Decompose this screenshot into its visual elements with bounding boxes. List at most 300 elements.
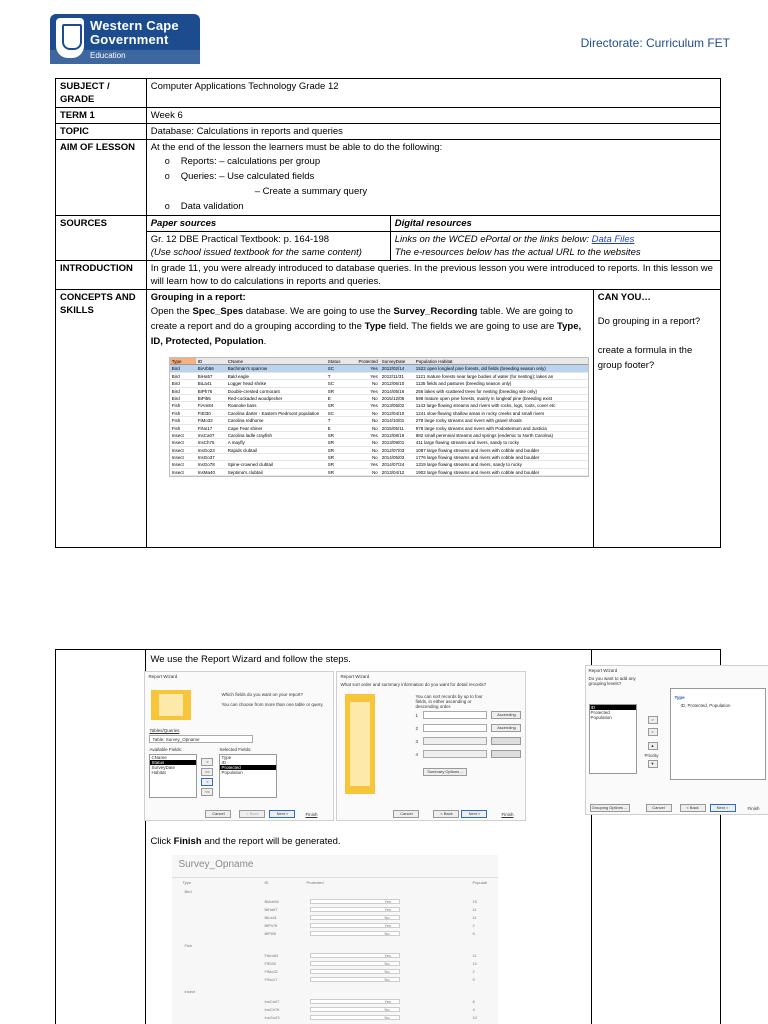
back-button[interactable]: < Back (680, 804, 706, 812)
datasheet-column-header[interactable]: Population Habitat (415, 359, 453, 364)
next-button[interactable]: Next > (461, 810, 487, 818)
report-group-header (172, 942, 498, 949)
sort-order-button[interactable] (491, 737, 521, 745)
grouping-field[interactable]: ID (590, 705, 636, 710)
finish-button[interactable]: Finish (305, 812, 318, 817)
sort-order-button[interactable]: Ascending (491, 724, 521, 732)
report-detail-row (172, 922, 498, 929)
report-id: BiLa41 (264, 915, 277, 920)
lower-label-cell (56, 650, 146, 1024)
datasheet-cell: FiNo17 (197, 425, 213, 431)
datasheet-cell: SC (327, 381, 334, 387)
logo-line-2: Government (90, 32, 169, 47)
report-detail-row (172, 906, 498, 913)
grouping-heading: Grouping in a report: (150, 292, 246, 303)
datasheet-cell: InsCa07 (197, 432, 215, 438)
datasheet-cell: T (327, 418, 331, 424)
subject-value: Computer Applications Technology Grade 12 (146, 79, 720, 108)
datasheet-cell: E (327, 395, 331, 401)
report-id: InsCh76 (264, 1007, 280, 1012)
finish-button[interactable]: Finish (747, 805, 760, 811)
sort-order-button[interactable] (491, 750, 521, 758)
term-value: Week 6 (146, 108, 720, 124)
report-group-name: Fish (184, 943, 192, 948)
finish-text: Click (150, 836, 174, 847)
paper-source-1: Gr. 12 DBE Practical Textbook: p. 164-198 (150, 234, 330, 245)
wizard-question: Do you want to add any grouping levels? (588, 675, 636, 686)
report-protected: No (384, 915, 390, 920)
datasheet-cell: Insect (171, 469, 184, 475)
report-detail-row (172, 960, 498, 967)
datasheet-cell: SR (327, 440, 334, 446)
datasheet-cell: InsMa40 (197, 469, 215, 475)
paper-source-2: (Use school issued textbook for the same content) (150, 247, 362, 258)
datasheet-cell: 2012/02/14 (381, 366, 405, 372)
introduction-text: In grade 11, you were already introduced to database queries. In the previous lesson you were introduced to reports. In this lesson we will learn how to do calculations in reports and queries. (146, 261, 720, 290)
finish-button[interactable]: Finish (501, 812, 514, 817)
datasheet-cell: No (371, 395, 378, 401)
datasheet-cell: Bachman's sparrow (227, 366, 268, 372)
datasheet-cell: 1121 mature forests near large bodies of water (for nesting); lakes an (415, 373, 554, 379)
datasheet-cell: BiPi55 (197, 395, 211, 401)
column-header: ID (264, 880, 269, 885)
report-protected: No (384, 1015, 390, 1020)
datasheet-cell: 978 large rocky streams and rivers with Podostemum and Justicia (415, 425, 547, 431)
group-level-header: Type (674, 694, 685, 700)
instr-part: field. The fields we are going to use are (386, 321, 558, 332)
report-detail-row (172, 914, 498, 921)
datasheet-cell: Yes (370, 462, 378, 468)
datasheet-cell: 1135 fields and pastures (breeding season only) (415, 381, 512, 387)
datasheet-cell: 2012/06/10 (381, 381, 405, 387)
finish-keyword: Finish (173, 836, 202, 847)
survey-recording-datasheet (169, 357, 589, 477)
report-population: 2 (472, 969, 475, 974)
report-column-headers (172, 879, 498, 886)
datasheet-cell: 2015/12/06 (381, 395, 405, 401)
cancel-button[interactable]: Cancel (205, 810, 231, 818)
wizard-illustration (151, 690, 191, 720)
column-header: Protected (306, 880, 324, 885)
aim-cell (146, 140, 720, 216)
grouping-field[interactable]: Protected (590, 709, 610, 715)
datasheet-row[interactable] (170, 454, 588, 461)
datasheet-cell: Red-cockaded woodpecker (227, 395, 283, 401)
datasheet-cell: 2013/04/12 (381, 469, 405, 475)
report-detail-row (172, 952, 498, 959)
datasheet-cell: 278 large rocky streams and rivers with gravel shoals (415, 418, 522, 424)
datasheet-cell: 1902 large flowing streams and rivers with cobble and boulder (415, 469, 540, 475)
page-header (50, 14, 730, 64)
report-detail-row (172, 930, 498, 937)
datasheet-column-header[interactable]: Status (327, 359, 341, 364)
cancel-button[interactable]: Cancel (393, 810, 419, 818)
datasheet-cell: InsGo37 (197, 455, 215, 461)
datasheet-cell: 256 lakes with scattered trees for nesting (breeding site only) (415, 388, 538, 394)
group-level-fields: ID, Protected, Population (680, 702, 731, 708)
report-population: 12 (472, 961, 477, 966)
datasheet-row[interactable] (170, 365, 588, 372)
datasheet-row[interactable] (170, 439, 588, 446)
report-title: Survey_Opname (178, 859, 254, 870)
report-wizard-steps (150, 671, 586, 831)
digital-line-2: The e-resources below has the actual URL to the websites (394, 247, 641, 258)
datasheet-row[interactable] (170, 380, 588, 387)
datasheet-cell: BiPh76 (197, 388, 213, 394)
lower-right-cell (588, 650, 760, 1024)
datasheet-cell: No (371, 440, 378, 446)
concepts-label-line-1: CONCEPTS AND (60, 292, 136, 303)
datasheet-cell: BiHa57 (197, 373, 213, 379)
datasheet-cell: 2014/05/03 (381, 455, 405, 461)
sources-label: SOURCES (56, 216, 147, 261)
datasheet-cell: BiArb56 (197, 366, 214, 372)
digital-line-1: Links on the WCED ePortal or the links below: (394, 234, 592, 245)
back-button[interactable]: < Back (433, 810, 459, 818)
report-detail-row (172, 968, 498, 975)
datasheet-cell: 2013/09/01 (381, 440, 405, 446)
datasheet-cell: 2012/04/10 (381, 410, 405, 416)
column-header: Type (182, 880, 192, 885)
datasheet-cell: SR (327, 388, 334, 394)
datasheet-cell: 2014/10/01 (381, 418, 405, 424)
datasheet-cell: SC (327, 366, 334, 372)
datasheet-cell: SC (327, 410, 334, 416)
remove-group-button[interactable]: < (648, 728, 658, 736)
generated-report-preview (172, 855, 498, 1024)
report-protected: No (384, 961, 390, 966)
selected-fields-label: Selected Fields: (219, 747, 252, 752)
fields-list: Type, ID, Protected, Population (150, 321, 582, 347)
grouping-options-button[interactable]: Grouping Options ... (590, 804, 630, 812)
report-id: FiNo17 (264, 977, 278, 982)
topic-value: Database: Calculations in reports and queries (146, 124, 720, 140)
report-protected: Yes (384, 953, 391, 958)
datasheet-cell: Roanoke bass (227, 403, 257, 409)
back-button[interactable]: < Back (239, 810, 265, 818)
datasheet-cell: Yes (370, 403, 378, 409)
sort-level-number: 4 (415, 752, 418, 757)
datasheet-cell: InsGo23 (197, 447, 215, 453)
available-fields-list[interactable] (149, 754, 197, 798)
aim-label: AIM OF LESSON (56, 140, 147, 216)
datasheet-cell: Bald eagle (227, 373, 249, 379)
report-population: 15 (472, 899, 477, 904)
datasheet-cell: Cape Fear shiner (227, 425, 263, 431)
datasheet-cell: Fish (171, 425, 181, 431)
datasheet-row[interactable] (170, 402, 588, 409)
tables-queries-value: Table: Survey_Opname (152, 737, 200, 742)
report-group-header (172, 988, 498, 995)
aim-item: o Reports: – calculations per group (165, 154, 716, 169)
grouping-field[interactable]: Population (590, 714, 612, 720)
datasheet-cell: 1241 slow-flowing shallow areas in rocky creeks and small rivers (415, 410, 545, 416)
datasheet-column-header[interactable]: Type (170, 358, 196, 364)
digital-resources-cell (390, 232, 720, 261)
datasheet-cell: SR (327, 403, 334, 409)
data-files-link[interactable]: Data Files (591, 234, 635, 245)
datasheet-cell: Insect (171, 447, 184, 453)
report-id: BiHa57 (264, 907, 278, 912)
wizard-hint: You can choose from more than one table or query. (221, 702, 324, 707)
sort-field-1[interactable] (423, 711, 487, 719)
datasheet-cell: No (371, 418, 378, 424)
datasheet-cell: 2012/08/19 (381, 432, 405, 438)
datasheet-cell: 2014/07/24 (381, 462, 405, 468)
report-id: BiPh76 (264, 923, 278, 928)
lesson-table (55, 78, 721, 548)
datasheet-cell: 1776 large flowing streams and rivers with cobble and boulder (415, 455, 540, 461)
wizard-hint: You can sort records by up to four fields, in either ascending or descending order. (415, 694, 483, 709)
datasheet-column-header[interactable]: Protected (358, 359, 378, 364)
next-button[interactable]: Next > (710, 804, 736, 812)
selected-field[interactable]: Type (221, 755, 232, 760)
datasheet-row[interactable] (170, 425, 588, 432)
report-population: 9 (472, 977, 475, 982)
report-population: 2 (472, 923, 475, 928)
datasheet-row[interactable] (170, 395, 588, 402)
sort-order-button[interactable]: Ascending (491, 711, 521, 719)
datasheet-row[interactable] (170, 388, 588, 395)
add-all-fields-button[interactable]: >> (201, 768, 213, 776)
instr-part: database. We are going to use the (243, 306, 394, 317)
logo-line-1: Western Cape (90, 18, 179, 33)
datasheet-cell: 2015/05/11 (381, 425, 404, 431)
introduction-label: INTRODUCTION (56, 261, 147, 290)
datasheet-cell: Fish (171, 403, 181, 409)
available-field[interactable]: CName (151, 755, 167, 760)
report-detail-row (172, 998, 498, 1005)
report-detail-row (172, 1014, 498, 1021)
datasheet-cell: SR (327, 462, 334, 468)
add-group-button[interactable]: > (648, 716, 658, 724)
aim-item: – Create a summary query (254, 186, 368, 197)
report-id: FiMo32 (264, 969, 278, 974)
datasheet-cell: Fish (171, 418, 181, 424)
available-fields-label: Available Fields: (149, 747, 183, 752)
datasheet-cell: No (371, 455, 378, 461)
report-protected: Yes (384, 999, 391, 1004)
datasheet-cell: Bird (171, 381, 180, 387)
datasheet-cell: Carolina ladle crayfish (227, 432, 272, 438)
report-detail-row (172, 1006, 498, 1013)
report-population: 11 (472, 915, 477, 920)
report-id: BiPi55 (264, 931, 276, 936)
datasheet-cell: 2013/05/02 (381, 403, 405, 409)
datasheet-cell: FiMo32 (197, 418, 213, 424)
datasheet-cell: Insect (171, 440, 184, 446)
wizard-title: Report Wizard (148, 674, 178, 679)
datasheet-row[interactable] (170, 373, 588, 380)
datasheet-cell: Yes (370, 388, 378, 394)
datasheet-cell: No (371, 425, 378, 431)
sort-field-3[interactable] (423, 737, 487, 745)
datasheet-row[interactable] (170, 469, 588, 476)
datasheet-row[interactable] (170, 447, 588, 454)
datasheet-cell: Fish (171, 410, 181, 416)
datasheet-cell: 1522 open longleaf pine forests, old fields (breeding season only) (415, 366, 546, 372)
selected-field[interactable]: Population (221, 770, 243, 775)
sort-level-number: 3 (415, 739, 418, 744)
finish-text: and the report will be generated. (201, 836, 341, 847)
datasheet-cell: 1319 large flowing streams and rivers, sandy to rocky (415, 462, 523, 468)
report-wizard-step-3 (585, 665, 768, 815)
western-cape-logo (50, 14, 200, 64)
table-name: Survey_Recording (393, 306, 478, 317)
report-population: 10 (472, 1015, 477, 1020)
datasheet-row[interactable] (170, 417, 588, 424)
concepts-label-line-2: SKILLS (60, 305, 94, 316)
datasheet-cell: Septima's clubtail (227, 469, 263, 475)
datasheet-cell: Bird (171, 395, 180, 401)
sort-field-4[interactable] (423, 750, 487, 758)
report-protected: Yes (384, 907, 391, 912)
grouping-preview (670, 688, 766, 780)
remove-all-fields-button[interactable]: << (201, 788, 213, 796)
finish-instruction (150, 835, 586, 849)
can-you-heading: CAN YOU… (597, 292, 651, 303)
summary-options-button[interactable]: Summary Options ... (423, 768, 467, 776)
subject-label: SUBJECT / GRADE (56, 79, 147, 108)
available-field[interactable]: Habitat (151, 770, 166, 775)
datasheet-cell: Insect (171, 462, 184, 468)
datasheet-cell: Bird (171, 373, 180, 379)
datasheet-cell: Yes (370, 432, 378, 438)
datasheet-header-row (170, 358, 588, 365)
datasheet-cell: Yes (370, 373, 378, 379)
datasheet-cell: Carolina redhorse (227, 418, 264, 424)
selected-field[interactable]: Protected (220, 765, 276, 770)
report-detail-row (172, 898, 498, 905)
datasheet-cell: A mayfly (227, 440, 245, 446)
report-population: 11 (472, 907, 477, 912)
report-group-name: Insect (184, 989, 196, 994)
instr-part: table. We are going to create a report and do a grouping according to the (150, 306, 573, 332)
datasheet-cell: No (371, 381, 378, 387)
datasheet-row[interactable] (170, 432, 588, 439)
datasheet-cell: InsGo78 (197, 462, 215, 468)
wizard-intro: We use the Report Wizard and follow the steps. (150, 654, 351, 665)
selected-field[interactable]: ID (221, 760, 226, 765)
report-population: 11 (472, 953, 477, 958)
report-population: 5 (472, 931, 475, 936)
datasheet-cell: 598 mature open pine forests, mainly in longleaf pine (breeding exist (415, 395, 553, 401)
tables-queries-select[interactable] (149, 735, 253, 743)
can-you-item-1: Do grouping in a report? (597, 316, 701, 327)
instr-part: Open the (150, 306, 193, 317)
instr-part: . (263, 336, 267, 347)
grouping-instructions (151, 304, 589, 349)
lower-content-cell (146, 650, 591, 1024)
report-wizard-step-1 (144, 671, 334, 821)
report-protected: Yes (384, 899, 391, 904)
wizard-question: What sort order and summary information do you want for detail records? (340, 682, 487, 687)
datasheet-cell: Spine-crowned clubtail (227, 462, 273, 468)
can-you-item-2: create a formula in the group footer? (597, 345, 693, 371)
datasheet-cell: BiLa41 (197, 381, 212, 387)
datasheet-cell: 2012/11/31 (381, 373, 404, 379)
datasheet-cell: Logger head shrike (227, 381, 267, 387)
term-label: TERM 1 (56, 108, 147, 124)
available-field[interactable]: SurveyDate (151, 765, 175, 770)
datasheet-cell: 2012/07/03 (381, 447, 405, 453)
report-protected: No (384, 931, 390, 936)
datasheet-column-header[interactable]: ID (197, 359, 203, 364)
datasheet-cell: SR (327, 455, 334, 461)
report-wizard-step-2 (336, 671, 526, 821)
datasheet-column-header[interactable]: CName (227, 359, 243, 364)
concepts-cell (146, 290, 593, 548)
report-id: FiEt30 (264, 961, 276, 966)
datasheet-cell: Insect (171, 432, 184, 438)
datasheet-cell: No (371, 469, 378, 475)
grouping-fields-list[interactable] (589, 704, 637, 774)
datasheet-row[interactable] (170, 461, 588, 468)
logo-line-3: Education (90, 51, 126, 60)
datasheet-cell: Double-crested cormorant (227, 388, 280, 394)
topic-label: TOPIC (56, 124, 147, 140)
next-button[interactable]: Next > (269, 810, 295, 818)
aim-item: o Data validation (165, 199, 716, 214)
datasheet-cell: Carolina darter - Eastern Piedmont population (227, 410, 320, 416)
datasheet-cell: E (327, 425, 331, 431)
datasheet-cell: FiEt30 (197, 410, 211, 416)
sort-field-2[interactable] (423, 724, 487, 732)
priority-label: Priority (644, 752, 659, 758)
aim-item: o Queries: – Use calculated fields (165, 169, 716, 184)
datasheet-row[interactable] (170, 410, 588, 417)
remove-field-button[interactable]: < (201, 778, 213, 786)
wizard-question: Which fields do you want on your report? (221, 692, 303, 697)
datasheet-cell: Yes (370, 366, 378, 372)
sort-level-number: 1 (415, 713, 418, 718)
datasheet-cell: Insect (171, 455, 184, 461)
wizard-title: Report Wizard (588, 667, 618, 673)
datasheet-cell: SR (327, 432, 334, 438)
lesson-table-continued (55, 649, 760, 1024)
tables-queries-label: Tables/Queries (149, 728, 180, 733)
paper-sources-heading: Paper sources (146, 216, 390, 232)
priority-up-button[interactable]: ▲ (648, 742, 658, 750)
datasheet-cell: 411 large flowing streams and rivers, sandy to rocky (415, 440, 520, 446)
cancel-button[interactable]: Cancel (646, 804, 672, 812)
datasheet-cell (226, 454, 326, 460)
priority-down-button[interactable]: ▼ (648, 760, 658, 768)
datasheet-cell: 2014/05/16 (381, 388, 405, 394)
report-detail-row (172, 976, 498, 983)
report-population: 4 (472, 1007, 475, 1012)
selected-fields-list[interactable] (219, 754, 277, 798)
directorate-label: Directorate: Curriculum FET (580, 36, 730, 50)
report-group-header (172, 888, 498, 895)
datasheet-cell: Bird (171, 388, 180, 394)
datasheet-cell: 1143 large flowing streams and rivers with rocks, logs, roots, cover etc (415, 403, 556, 409)
can-you-cell (593, 290, 720, 548)
database-name: Spec_Spes (192, 306, 244, 317)
datasheet-cell: Bird (171, 366, 180, 372)
wizard-illustration (345, 694, 375, 794)
datasheet-cell: FiAm84 (197, 403, 214, 409)
datasheet-cell: No (371, 447, 378, 453)
datasheet-column-header[interactable]: SurveyDate (381, 359, 406, 364)
datasheet-cell: SR (327, 447, 334, 453)
digital-resources-heading: Digital resources (390, 216, 720, 232)
add-field-button[interactable]: > (201, 758, 213, 766)
concepts-label (56, 290, 147, 548)
available-field[interactable]: Status (150, 760, 196, 765)
datasheet-cell: 882 small perennial streams and springs (endemic to North Carolina) (415, 432, 554, 438)
report-id: InsGo23 (264, 1015, 280, 1020)
